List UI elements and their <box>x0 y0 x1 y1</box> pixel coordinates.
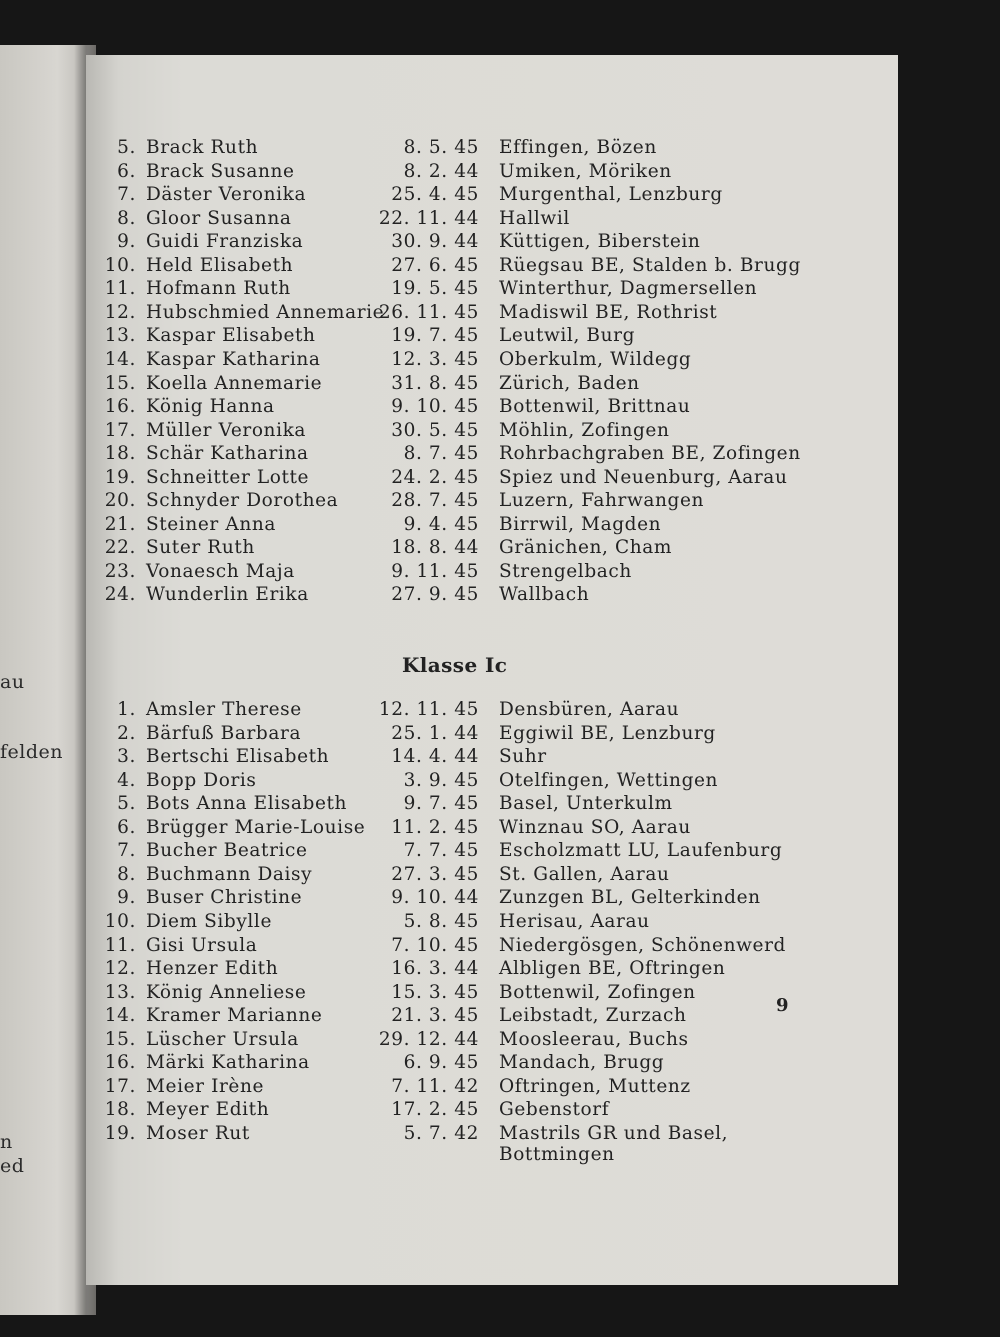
student-row <box>86 910 886 933</box>
birth-date: 9. 4. 45 <box>403 513 479 535</box>
hometown-residence: Murgenthal, Lenzburg <box>499 184 723 206</box>
birth-date: 9. 7. 45 <box>403 793 479 815</box>
birth-date: 26. 11. 45 <box>378 301 479 323</box>
student-row <box>86 1122 886 1145</box>
entry-number: 16. <box>104 1052 136 1074</box>
student-row <box>86 839 886 862</box>
entry-number: 10. <box>104 254 136 276</box>
student-row <box>86 513 886 536</box>
student-name: Held Elisabeth <box>146 254 294 276</box>
hometown-residence: Albligen BE, Oftringen <box>499 958 726 980</box>
student-name: Däster Veronika <box>146 184 307 206</box>
entry-number: 5. <box>117 137 136 158</box>
entry-number: 11. <box>104 934 136 956</box>
student-name: Diem Sibylle <box>146 910 272 932</box>
student-name: Gloor Susanna <box>146 207 292 229</box>
student-row <box>86 792 886 815</box>
entry-number: 13. <box>104 981 136 1003</box>
entry-number: 13. <box>104 325 136 347</box>
student-name: Schär Katharina <box>146 443 309 465</box>
entry-number: 14. <box>104 1005 136 1027</box>
student-name: Brack Ruth <box>146 137 259 158</box>
student-row <box>86 136 886 159</box>
birth-date: 30. 9. 44 <box>391 231 479 253</box>
entry-number: 12. <box>104 958 136 980</box>
student-row <box>86 419 886 442</box>
entry-number: 4. <box>117 769 136 791</box>
entry-number: 6. <box>117 816 136 838</box>
hometown-residence: Leutwil, Burg <box>499 325 636 347</box>
hometown-residence: Umiken, Möriken <box>499 160 672 182</box>
student-row <box>86 1051 886 1074</box>
student-row <box>86 981 886 1004</box>
student-row <box>86 536 886 559</box>
student-row <box>86 560 886 583</box>
entry-number: 6. <box>117 160 136 182</box>
birth-date: 7. 7. 45 <box>403 840 479 862</box>
hometown-residence: Strengelbach <box>499 560 632 582</box>
student-row <box>86 1004 886 1027</box>
hometown-residence: Winznau SO, Aarau <box>499 816 691 838</box>
student-name: Brügger Marie-Louise <box>146 816 366 838</box>
student-name: Suter Ruth <box>146 537 255 559</box>
birth-date: 9. 10. 44 <box>391 887 479 909</box>
student-name: Schnyder Dorothea <box>146 490 339 512</box>
student-row <box>86 207 886 230</box>
birth-date: 6. 9. 45 <box>403 1052 479 1074</box>
student-name: Steiner Anna <box>146 513 276 535</box>
hometown-residence: Mandach, Brugg <box>499 1052 665 1074</box>
student-name: Wunderlin Erika <box>146 584 309 606</box>
entry-number: 11. <box>104 278 136 300</box>
student-row <box>86 183 886 206</box>
student-name: Bots Anna Elisabeth <box>146 793 348 815</box>
student-row <box>86 489 886 512</box>
hometown-residence: Zunzgen BL, Gelterkinden <box>499 887 761 909</box>
birth-date: 27. 6. 45 <box>391 254 479 276</box>
student-row <box>86 466 886 489</box>
hometown-residence: Eggiwil BE, Lenzburg <box>499 722 716 744</box>
hometown-residence: Basel, Unterkulm <box>499 793 673 815</box>
student-row <box>86 722 886 745</box>
student-name: Kaspar Elisabeth <box>146 325 316 347</box>
birth-date: 21. 3. 45 <box>391 1005 479 1027</box>
student-name: Koella Annemarie <box>146 372 323 394</box>
page-number: 9 <box>776 995 789 1016</box>
student-row <box>86 442 886 465</box>
hometown-residence: Suhr <box>499 746 547 768</box>
birth-date: 5. 8. 45 <box>403 910 479 932</box>
student-name: König Anneliese <box>146 981 307 1003</box>
birth-date: 16. 3. 44 <box>391 958 479 980</box>
facing-page-fragment: au <box>0 671 25 693</box>
student-row <box>86 934 886 957</box>
birth-date: 29. 12. 44 <box>378 1028 479 1050</box>
birth-date: 11. 2. 45 <box>391 816 479 838</box>
birth-date: 17. 2. 45 <box>391 1099 479 1121</box>
entry-number: 1. <box>117 699 136 720</box>
birth-date: 8. 7. 45 <box>403 443 479 465</box>
entry-number: 15. <box>104 372 136 394</box>
birth-date: 31. 8. 45 <box>391 372 479 394</box>
entry-number: 23. <box>104 560 136 582</box>
student-name: Vonaesch Maja <box>146 560 295 582</box>
birth-date: 19. 5. 45 <box>391 278 479 300</box>
entry-number: 14. <box>104 348 136 370</box>
birth-date: 5. 7. 42 <box>403 1122 479 1144</box>
student-name: König Hanna <box>146 396 275 418</box>
hometown-residence: St. Gallen, Aarau <box>499 863 670 885</box>
hometown-residence: Spiez und Neuenburg, Aarau <box>499 466 788 488</box>
birth-date: 9. 10. 45 <box>391 396 479 418</box>
entry-number: 3. <box>117 746 136 768</box>
student-row <box>86 348 886 371</box>
student-name: Bopp Doris <box>146 769 257 791</box>
place-continuation: Bottmingen <box>499 1144 615 1165</box>
student-name: Kramer Marianne <box>146 1005 323 1027</box>
hometown-residence: Gränichen, Cham <box>499 537 673 559</box>
birth-date: 19. 7. 45 <box>391 325 479 347</box>
student-name: Hofmann Ruth <box>146 278 291 300</box>
hometown-residence: Küttigen, Biberstein <box>499 231 701 253</box>
hometown-residence: Moosleerau, Buchs <box>499 1028 689 1050</box>
entry-number: 9. <box>117 231 136 253</box>
birth-date: 22. 11. 44 <box>378 207 479 229</box>
entry-number: 8. <box>117 863 136 885</box>
student-row <box>86 277 886 300</box>
facing-page-fragment: n <box>0 1131 13 1153</box>
birth-date: 25. 4. 45 <box>391 184 479 206</box>
student-name: Märki Katharina <box>146 1052 310 1074</box>
birth-date: 25. 1. 44 <box>391 722 479 744</box>
student-row <box>86 301 886 324</box>
entry-number: 17. <box>104 1075 136 1097</box>
facing-page-fragment: felden <box>0 741 63 763</box>
student-row <box>86 769 886 792</box>
hometown-residence: Madiswil BE, Rothrist <box>499 301 718 323</box>
entry-number: 5. <box>117 793 136 815</box>
facing-page-fragment: ed <box>0 1155 25 1177</box>
hometown-residence: Rohrbachgraben BE, Zofingen <box>499 443 801 465</box>
student-name: Meyer Edith <box>146 1099 270 1121</box>
student-name: Bärfuß Barbara <box>146 722 302 744</box>
birth-date: 28. 7. 45 <box>391 490 479 512</box>
student-row <box>86 395 886 418</box>
birth-date: 14. 4. 44 <box>391 746 479 768</box>
hometown-residence: Oberkulm, Wildegg <box>499 348 692 370</box>
student-name: Buser Christine <box>146 887 303 909</box>
entry-number: 2. <box>117 722 136 744</box>
hometown-residence: Oftringen, Muttenz <box>499 1075 691 1097</box>
hometown-residence: Otelfingen, Wettingen <box>499 769 719 791</box>
student-row <box>86 1098 886 1121</box>
entry-number: 9. <box>117 887 136 909</box>
entry-number: 24. <box>104 584 136 606</box>
entry-number: 17. <box>104 419 136 441</box>
student-name: Brack Susanne <box>146 160 295 182</box>
hometown-residence: Birrwil, Magden <box>499 513 662 535</box>
birth-date: 3. 9. 45 <box>403 769 479 791</box>
entry-number: 21. <box>104 513 136 535</box>
birth-date: 15. 3. 45 <box>391 981 479 1003</box>
entry-number: 10. <box>104 910 136 932</box>
student-row <box>86 160 886 183</box>
hometown-residence: Effingen, Bözen <box>499 137 657 158</box>
entry-number: 19. <box>104 466 136 488</box>
student-name: Hubschmied Annemarie <box>146 301 385 323</box>
student-name: Moser Rut <box>146 1122 250 1144</box>
student-row <box>86 745 886 768</box>
student-name: Schneitter Lotte <box>146 466 310 488</box>
entry-number: 12. <box>104 301 136 323</box>
birth-date: 7. 11. 42 <box>391 1075 479 1097</box>
student-row <box>86 886 886 909</box>
entry-number: 7. <box>117 184 136 206</box>
student-row <box>86 816 886 839</box>
student-row <box>86 863 886 886</box>
student-name: Kaspar Katharina <box>146 348 321 370</box>
birth-date: 12. 11. 45 <box>378 699 479 720</box>
hometown-residence: Gebenstorf <box>499 1099 610 1121</box>
entry-number: 18. <box>104 1099 136 1121</box>
entry-number: 16. <box>104 396 136 418</box>
student-name: Müller Veronika <box>146 419 307 441</box>
hometown-residence: Zürich, Baden <box>499 372 640 394</box>
hometown-residence: Leibstadt, Zurzach <box>499 1005 687 1027</box>
hometown-residence: Bottenwil, Zofingen <box>499 981 696 1003</box>
entry-number: 19. <box>104 1122 136 1144</box>
student-name: Henzer Edith <box>146 958 279 980</box>
birth-date: 30. 5. 45 <box>391 419 479 441</box>
student-name: Lüscher Ursula <box>146 1028 299 1050</box>
student-row <box>86 230 886 253</box>
entry-number: 18. <box>104 443 136 465</box>
student-row <box>86 254 886 277</box>
hometown-residence: Winterthur, Dagmersellen <box>499 278 758 300</box>
section-heading: Klasse Ic <box>402 653 508 677</box>
hometown-residence: Möhlin, Zofingen <box>499 419 670 441</box>
student-name: Meier Irène <box>146 1075 265 1097</box>
student-name: Bertschi Elisabeth <box>146 746 330 768</box>
hometown-residence: Herisau, Aarau <box>499 910 650 932</box>
entry-number: 20. <box>104 490 136 512</box>
student-row <box>86 957 886 980</box>
hometown-residence: Hallwil <box>499 207 570 229</box>
document-page <box>86 55 898 1285</box>
entry-number: 15. <box>104 1028 136 1050</box>
birth-date: 9. 11. 45 <box>391 560 479 582</box>
birth-date: 18. 8. 44 <box>391 537 479 559</box>
entry-number: 8. <box>117 207 136 229</box>
birth-date: 8. 2. 44 <box>403 160 479 182</box>
hometown-residence: Escholzmatt LU, Laufenburg <box>499 840 783 862</box>
student-row <box>86 1075 886 1098</box>
student-name: Bucher Beatrice <box>146 840 308 862</box>
birth-date: 12. 3. 45 <box>391 348 479 370</box>
birth-date: 24. 2. 45 <box>391 466 479 488</box>
hometown-residence: Densbüren, Aarau <box>499 699 680 720</box>
birth-date: 7. 10. 45 <box>391 934 479 956</box>
student-row <box>86 583 886 606</box>
hometown-residence: Luzern, Fahrwangen <box>499 490 705 512</box>
hometown-residence: Bottenwil, Brittnau <box>499 396 691 418</box>
birth-date: 27. 3. 45 <box>391 863 479 885</box>
hometown-residence: Niedergösgen, Schönenwerd <box>499 934 786 956</box>
entry-number: 7. <box>117 840 136 862</box>
student-name: Guidi Franziska <box>146 231 304 253</box>
student-row <box>86 324 886 347</box>
student-row <box>86 698 886 721</box>
student-name: Gisi Ursula <box>146 934 258 956</box>
birth-date: 8. 5. 45 <box>403 137 479 158</box>
student-name: Amsler Therese <box>146 699 302 720</box>
hometown-residence: Mastrils GR und Basel, <box>499 1122 729 1144</box>
entry-number: 22. <box>104 537 136 559</box>
student-row <box>86 372 886 395</box>
student-name: Buchmann Daisy <box>146 863 313 885</box>
hometown-residence: Rüegsau BE, Stalden b. Brugg <box>499 254 801 276</box>
student-row <box>86 1028 886 1051</box>
hometown-residence: Wallbach <box>499 584 590 606</box>
birth-date: 27. 9. 45 <box>391 584 479 606</box>
